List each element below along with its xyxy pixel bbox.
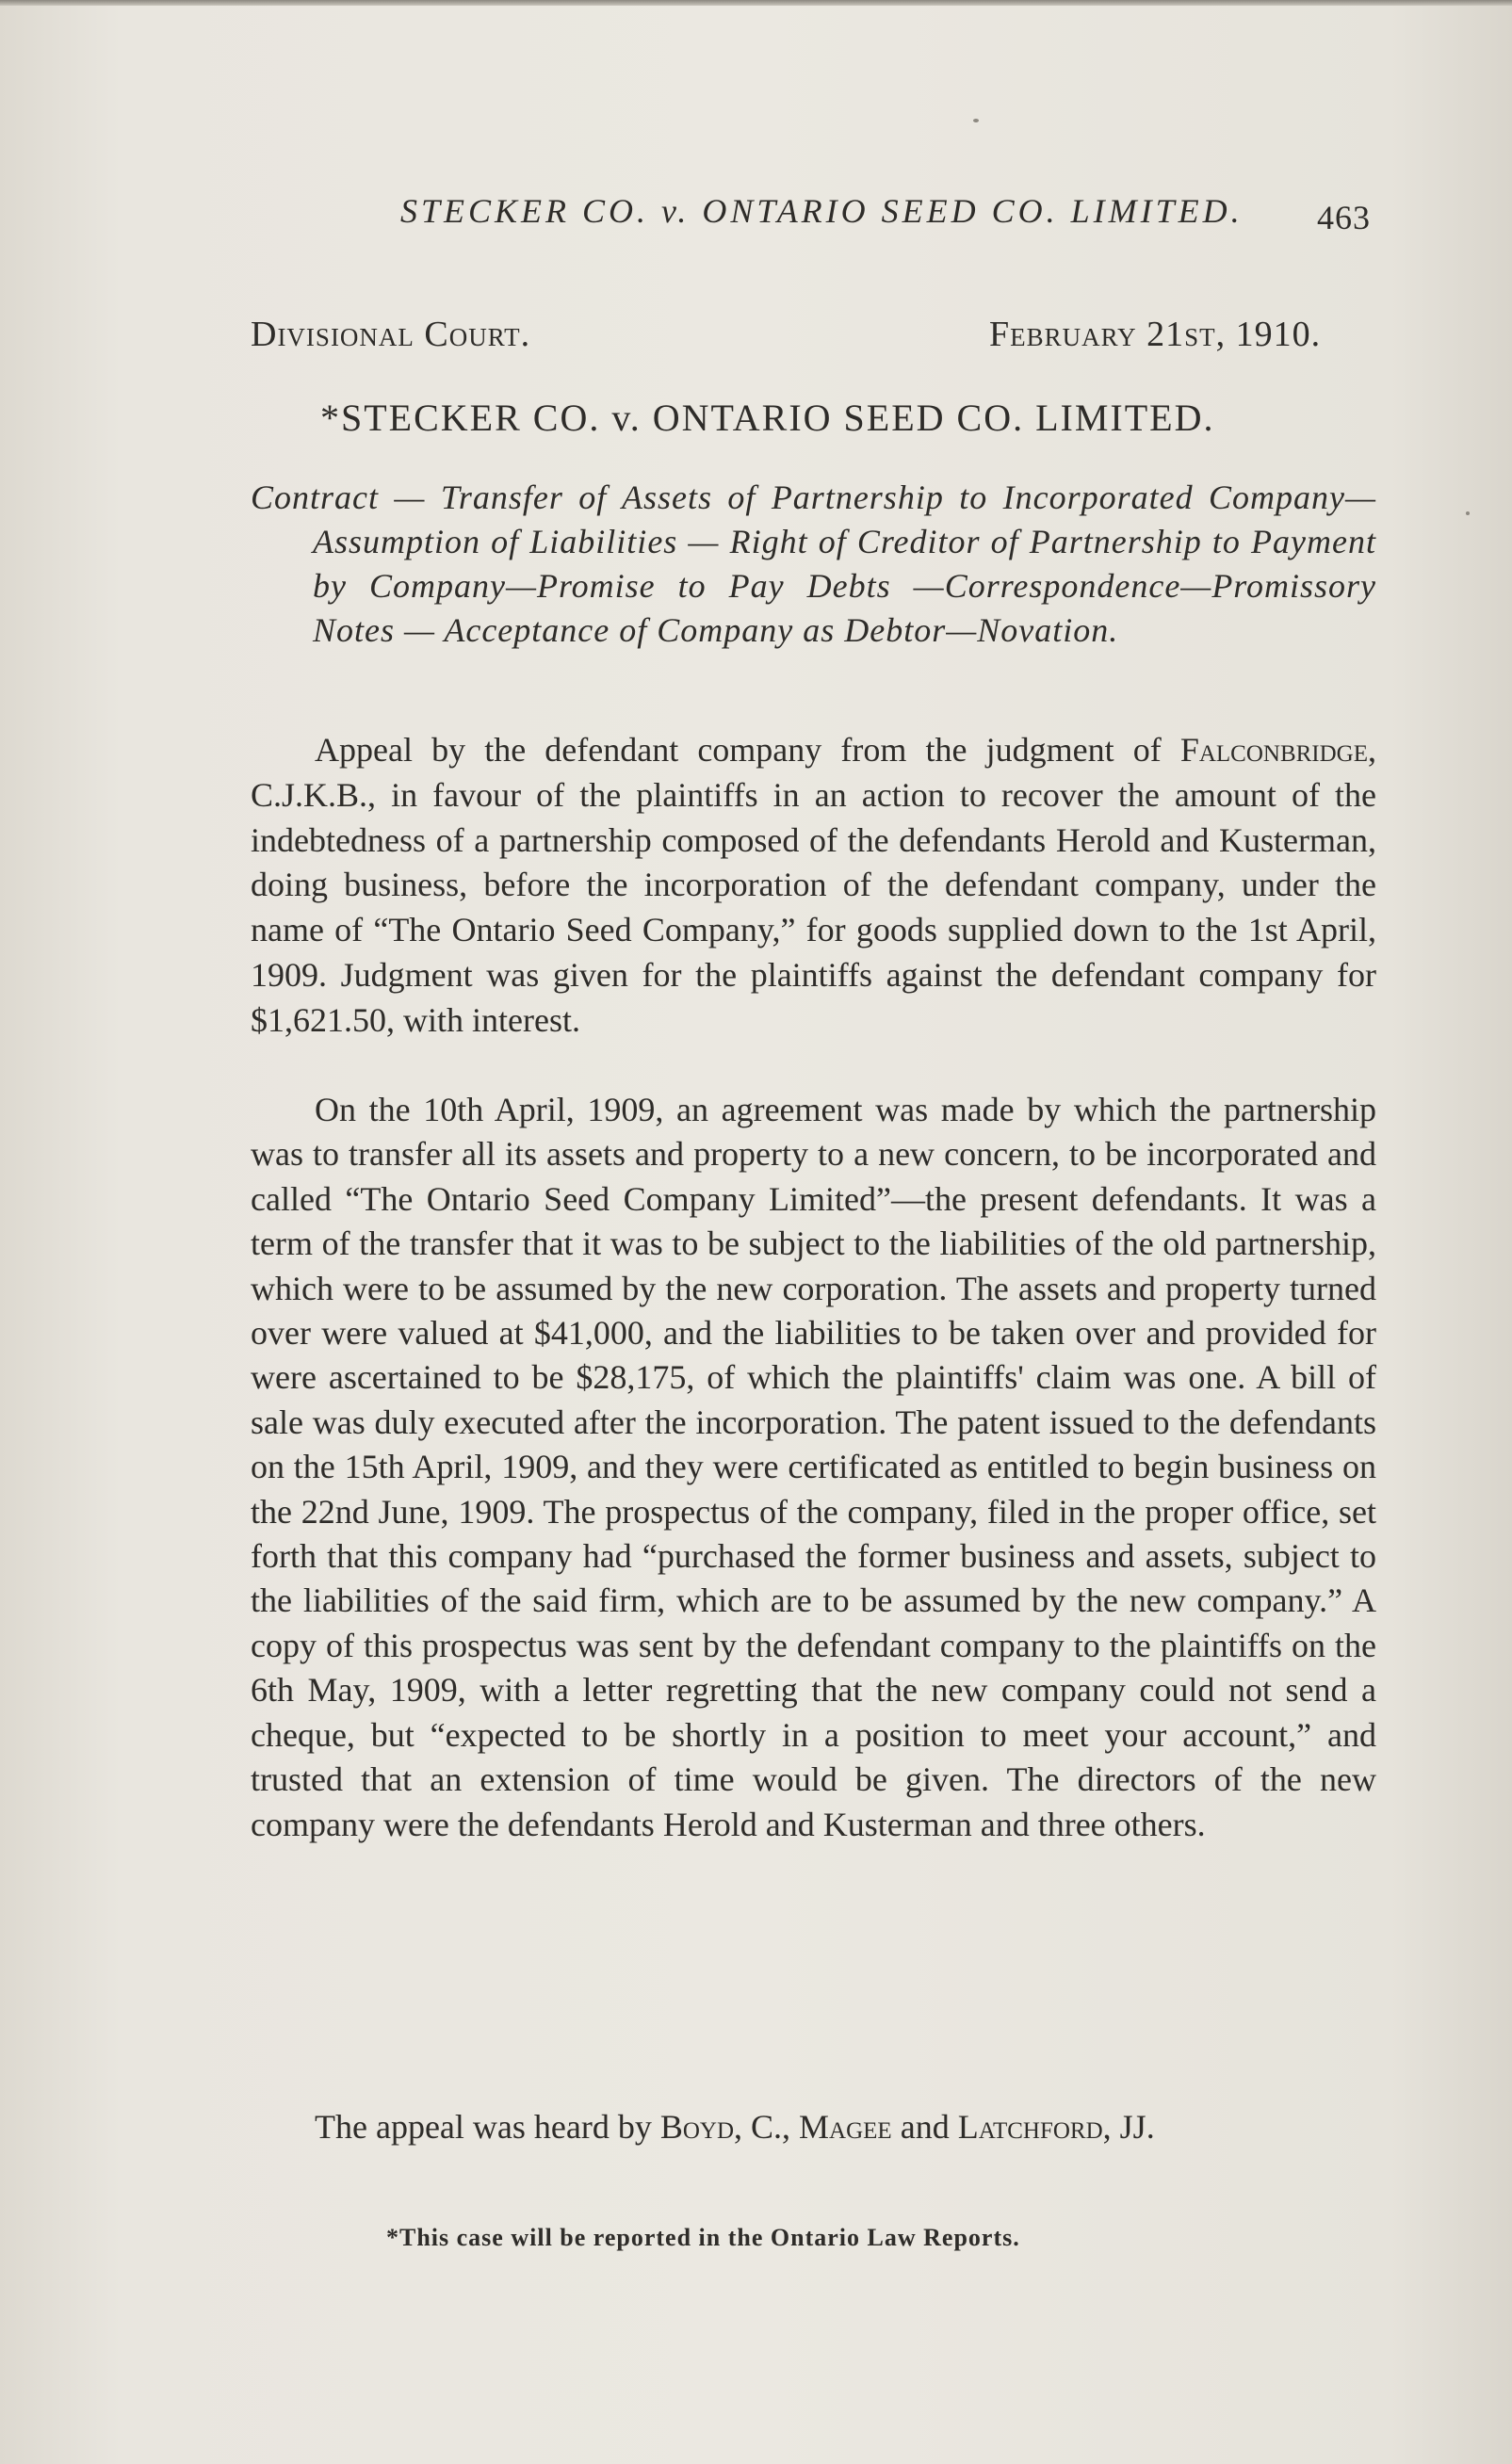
case-title: *STECKER CO. v. ONTARIO SEED CO. LIMITED. (320, 397, 1215, 439)
paragraph-hearing-text-3: and (891, 2108, 958, 2146)
paragraph-appeal (251, 728, 1376, 1044)
judge-magee: Magee (799, 2108, 892, 2146)
paragraph-hearing-text-4: , JJ. (1102, 2108, 1155, 2146)
paper-speck (1466, 511, 1470, 515)
paper-speck (973, 119, 979, 122)
paragraph-hearing (251, 2103, 1376, 2150)
footnote: *This case will be reported in the Ontario Law Reports. (386, 2224, 1020, 2251)
headnote: Contract — Transfer of Assets of Partnership to Incorporated Company—Assumption of Liabilities — Right of Creditor of Partnership to Payment by Company—Promise to Pay Debts —Correspondence—Promissory Notes — Acceptance of Company as Debtor—Novation. (251, 478, 1376, 649)
decision-date: February 21st, 1910. (989, 315, 1322, 354)
page-number: 463 (1317, 199, 1371, 236)
court-name: Divisional Court. (251, 315, 531, 354)
judge-boyd: Boyd (659, 2108, 735, 2146)
paragraph-agreement: On the 10th April, 1909, an agreement was made by which the partnership was to transfer all its assets and property to a new concern, to be incorporated and called “The Ontario Seed Company Limited”—the present defendants. It was a term of the transfer that it was to be subject to the liabilities of the old partnership, which were to be assumed by the new corporation. The assets and property turned over were valued at $41,000, and the liabilities to be taken over and provided for were ascertained to be $28,175, of which the plaintiffs' claim was one. A bill of sale was duly executed after the incorporation. The patent issued to the defendants on the 15th April, 1909, and they were certificated as entitled to begin business on the 22nd June, 1909. The prospectus of the company, filed in the proper office, set forth that this company had “purchased the former business and assets, subject to the liabilities of the said firm, which are to be assumed by the new company.” A copy of this prospectus was sent by the defendant company to the plaintiffs on the 6th May, 1909, with a letter regretting that the new company could not send a cheque, but “expected to be shortly in a position to meet your account,” and trusted that an extension of time would be given. The directors of the new company were the defendants Herold and Kusterman and three others. (251, 1091, 1376, 1843)
judge-falconbridge: Falconbridge (1179, 731, 1368, 769)
paragraph-appeal-text-2: , C.J.K.B., in favour of the plaintiffs in an action to recover the amount of the indebtedness of a partnership composed of the defendants Herold and Kusterman, doing business, before the incorporation of the defendant company, under the name of “The Ontario Seed Company,” for goods supplied down to the 1st April, 1909. Judgment was given for the plaintiffs against the defendant company for $1,621.50, with interest. (251, 731, 1376, 1039)
paragraph-appeal-text-1: Appeal by the defendant company from the judgment of (315, 731, 1180, 769)
paragraph-hearing-text-1: The appeal was heard by (315, 2108, 660, 2146)
judge-latchford: Latchford (957, 2108, 1103, 2146)
running-head: STECKER CO. v. ONTARIO SEED CO. LIMITED. (400, 192, 1244, 230)
paragraph-hearing-text-2: , C., (734, 2108, 800, 2146)
page-top-edge (0, 0, 1512, 6)
